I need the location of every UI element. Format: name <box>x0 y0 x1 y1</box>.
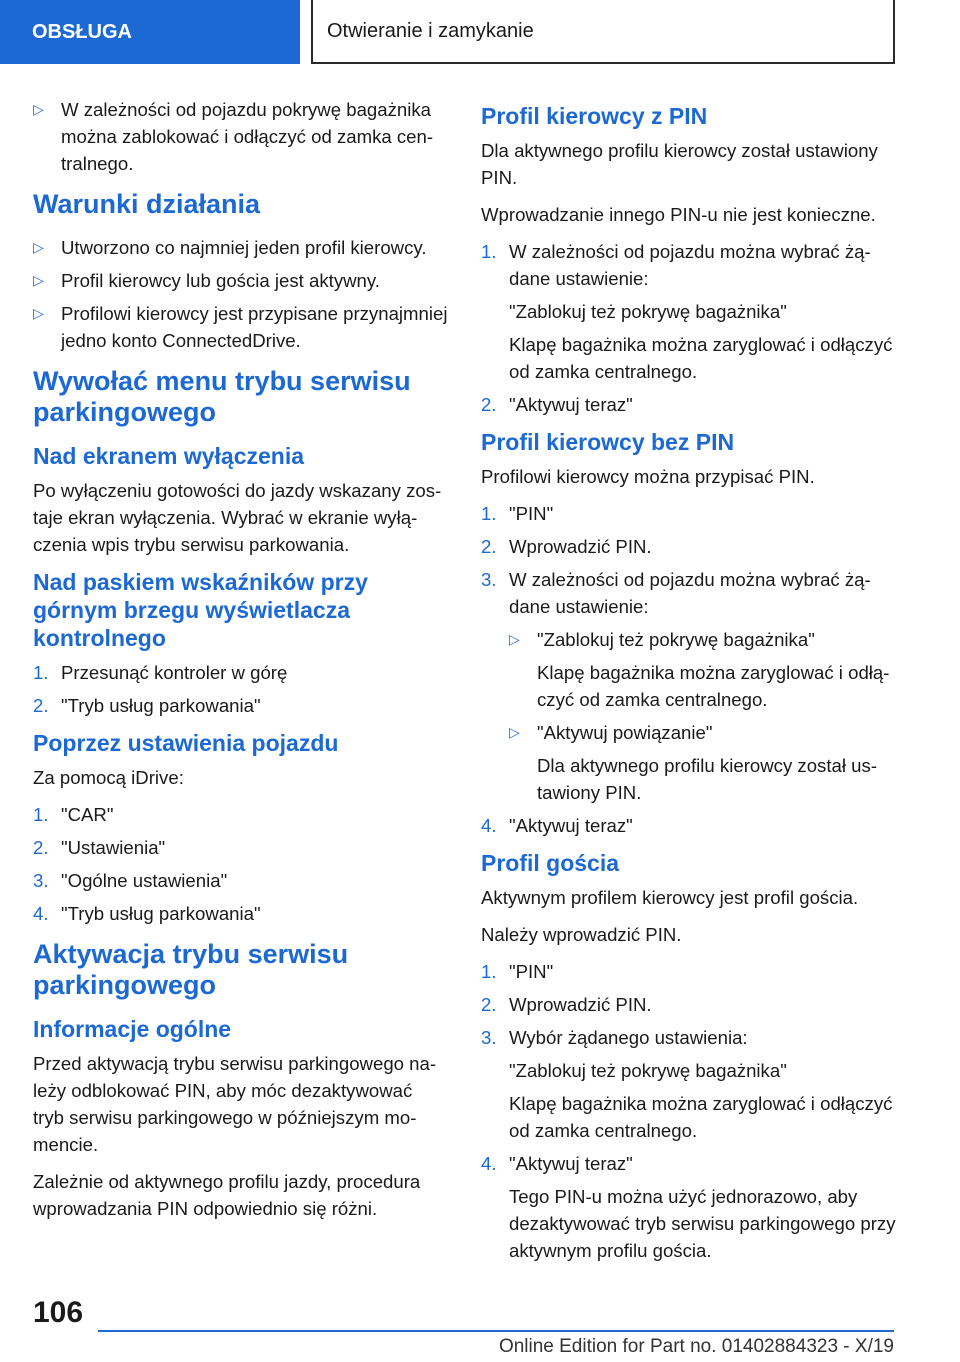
triangle-bullet-icon: ▷ <box>33 239 44 255</box>
step-number: 2. <box>481 536 497 557</box>
option-detail: Klapę bagażnika można zaryglować i odłączyć od zamka centralnego. <box>537 662 890 710</box>
list-item: ▷ "Aktywuj powiązanie" Dla aktywnego profilu kierowcy został ustawiony PIN. <box>509 719 896 806</box>
step-item: 1. "PIN" <box>481 500 896 527</box>
step-item: 2. "Ustawienia" <box>33 834 448 861</box>
paragraph: Aktywnym profilem kierowcy jest profil gościa. <box>481 887 859 908</box>
heading-nad-paskiem: Nad paskiem wskaźników przy górnym brzegu wyświetlacza kontrolnego <box>33 569 368 651</box>
step-item: 4. "Aktywuj teraz" <box>481 812 896 839</box>
option-detail: Dla aktywnego profilu kierowcy został ustawiony PIN. <box>537 755 878 803</box>
step-number: 4. <box>481 815 497 836</box>
step-item: 2. Wprowadzić PIN. <box>481 533 896 560</box>
heading-aktywacja: Aktywacja trybu serwisu parkingowego <box>33 939 349 1000</box>
step-number: 3. <box>481 569 497 590</box>
step-detail: "Zablokuj też pokrywę bagażnika" <box>509 301 787 322</box>
step-detail: "Zablokuj też pokrywę bagażnika" <box>509 1060 787 1081</box>
footer-edition: Online Edition for Part no. 01402884323 - X/19 <box>498 1336 894 1357</box>
step-number: 2. <box>33 695 49 716</box>
step-number: 1. <box>481 961 497 982</box>
heading-poprzez: Poprzez ustawienia pojazdu <box>33 730 339 756</box>
step-number: 1. <box>481 503 497 524</box>
list-item: ▷ W zależności od pojazdu pokrywę bagażnika można zablokować i odłączyć od zamka centralnego. <box>33 96 448 177</box>
paragraph: Profilowi kierowcy można przypisać PIN. <box>481 466 815 487</box>
step-detail: Tego PIN-u można użyć jednorazowo, aby dezaktywować tryb serwisu parkingowego przy aktywnym profilu gościa. <box>509 1186 896 1261</box>
list-item: ▷ "Zablokuj też pokrywę bagażnika" Klapę bagażnika można zaryglować i odłączyć od zamka centralnego. <box>509 626 896 713</box>
step-detail: Klapę bagażnika można zaryglować i odłączyć od zamka centralnego. <box>509 1093 893 1141</box>
z-pin-steps <box>481 238 896 418</box>
list-item: ▷ Profil kierowcy lub gościa jest aktywny. <box>33 267 448 294</box>
heading-bez-pin: Profil kierowcy bez PIN <box>481 429 735 455</box>
paragraph: Przed aktywacją trybu serwisu parkingowego należy odblokować PIN, aby móc dezaktywować tryb serwisu parkingowego w późniejszym momencie. <box>33 1053 437 1155</box>
heading-informacje: Informacje ogólne <box>33 1016 232 1042</box>
step-number: 2. <box>33 837 49 858</box>
left-column <box>33 96 448 1232</box>
nested-options <box>509 626 896 806</box>
triangle-bullet-icon: ▷ <box>33 101 44 117</box>
list-item: ▷ Utworzono co najmniej jeden profil kierowcy. <box>33 234 448 261</box>
step-number: 1. <box>33 662 49 683</box>
intro-list <box>33 96 448 177</box>
paragraph: Za pomocą iDrive: <box>33 767 184 788</box>
heading-z-pin: Profil kierowcy z PIN <box>481 103 708 129</box>
step-number: 1. <box>33 804 49 825</box>
step-item: 1. W zależności od pojazdu można wybrać żądane ustawienie: "Zablokuj też pokrywę bagażnika" Klapę bagażnika można zaryglować i odłączyć od zamka centralnego. <box>481 238 896 385</box>
step-number: 2. <box>481 394 497 415</box>
chapter-title: Otwieranie i zamykanie <box>327 19 534 42</box>
triangle-bullet-icon: ▷ <box>509 724 520 740</box>
chapter-tab <box>311 0 895 64</box>
step-item: 2. "Tryb usług parkowania" <box>33 692 448 719</box>
step-detail: Klapę bagażnika można zaryglować i odłączyć od zamka centralnego. <box>509 334 893 382</box>
step-number: 4. <box>33 903 49 924</box>
paragraph: Zależnie od aktywnego profilu jazdy, procedura wprowadzania PIN odpowiednio się różni. <box>33 1171 421 1219</box>
step-item: 2. "Aktywuj teraz" <box>481 391 896 418</box>
triangle-bullet-icon: ▷ <box>33 272 44 288</box>
section-tab <box>0 0 300 64</box>
step-item: 1. "CAR" <box>33 801 448 828</box>
bez-pin-steps <box>481 500 896 839</box>
step-number: 3. <box>33 870 49 891</box>
list-item: ▷ Profilowi kierowcy jest przypisane przynajmniej jedno konto ConnectedDrive. <box>33 300 448 354</box>
paragraph: Należy wprowadzić PIN. <box>481 924 682 945</box>
step-item: 1. "PIN" <box>481 958 896 985</box>
step-item: 3. Wybór żądanego ustawienia: "Zablokuj też pokrywę bagażnika" Klapę bagażnika można zaryglować i odłączyć od zamka centralnego. <box>481 1024 896 1144</box>
paragraph: Dla aktywnego profilu kierowcy został ustawiony PIN. <box>481 140 878 188</box>
step-item: 4. "Aktywuj teraz" Tego PIN-u można użyć jednorazowo, aby dezaktywować tryb serwisu parkingowego przy aktywnym profilu gościa. <box>481 1150 896 1264</box>
gosc-steps <box>481 958 896 1264</box>
paragraph: Wprowadzanie innego PIN-u nie jest konieczne. <box>481 204 876 225</box>
triangle-bullet-icon: ▷ <box>509 631 520 647</box>
footer-divider <box>98 1330 894 1332</box>
heading-gosc: Profil gościa <box>481 850 620 876</box>
triangle-bullet-icon: ▷ <box>33 305 44 321</box>
nad-paskiem-steps <box>33 659 448 719</box>
right-column <box>481 96 896 1274</box>
step-number: 2. <box>481 994 497 1015</box>
step-number: 1. <box>481 241 497 262</box>
paragraph: Po wyłączeniu gotowości do jazdy wskazany zostaje ekran wyłączenia. Wybrać w ekranie wyłączenia wpis trybu serwisu parkowania. <box>33 480 442 555</box>
heading-nad-ekranem: Nad ekranem wyłączenia <box>33 443 305 469</box>
page-number: 106 <box>33 1296 84 1329</box>
step-item: 4. "Tryb usług parkowania" <box>33 900 448 927</box>
step-number: 4. <box>481 1153 497 1174</box>
step-number: 3. <box>481 1027 497 1048</box>
heading-warunki: Warunki działania <box>33 189 261 219</box>
step-item: 3. W zależności od pojazdu można wybrać żądane ustawienie: ▷ "Zablokuj też pokrywę bagażnika" Klapę bagażnika można zaryglować i odłączyć od zamka centralnego. ▷ "Aktywuj powiązanie" Dla aktywnego profilu kierowcy został ustawiony PIN. <box>481 566 896 806</box>
section-title: OBSŁUGA <box>32 20 132 43</box>
warunki-list <box>33 234 448 354</box>
heading-wywolac: Wywołać menu trybu serwisu parkingowego <box>33 366 411 427</box>
step-item: 3. "Ogólne ustawienia" <box>33 867 448 894</box>
step-item: 2. Wprowadzić PIN. <box>481 991 896 1018</box>
poprzez-steps <box>33 801 448 927</box>
step-item: 1. Przesunąć kontroler w górę <box>33 659 448 686</box>
